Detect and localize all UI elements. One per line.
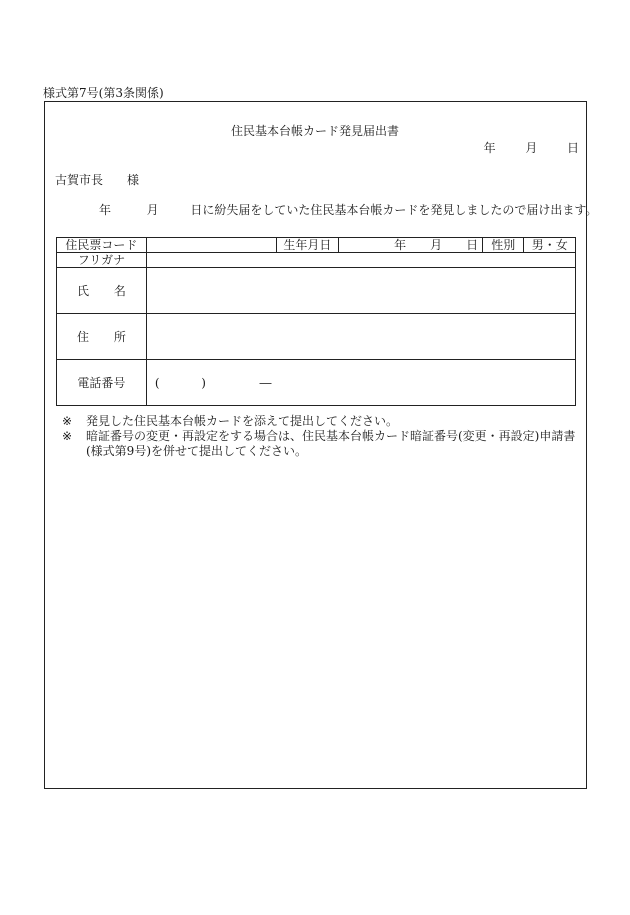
furigana-label: フリガナ: [57, 253, 147, 268]
date-month: 月: [525, 141, 538, 155]
table-row: [57, 314, 576, 360]
submission-date: [484, 139, 579, 156]
phone-dash: ―: [259, 375, 272, 390]
address-label: 住 所: [57, 314, 147, 360]
resident-code-label: 住民票コード: [57, 238, 147, 253]
note-text: 暗証番号の変更・再設定をする場合は、住民基本台帳カード暗証番号(変更・再設定)申請書(様式第9号)を併せて提出してください。: [86, 429, 576, 458]
table-row: [57, 360, 576, 406]
applicant-table: [56, 237, 576, 406]
list-item: [62, 429, 580, 459]
intro-month: 月: [146, 203, 159, 217]
form-number-label: 様式第7号(第3条関係): [43, 86, 164, 100]
birth-date-field[interactable]: 年 月 日: [338, 238, 482, 253]
addressee: 古賀市長 様: [55, 173, 140, 187]
birth-date-label: 生年月日: [277, 238, 339, 253]
intro-year: 年: [99, 203, 112, 217]
phone-close-paren: ): [201, 375, 206, 390]
note-mark: ※: [62, 429, 73, 443]
table-row: [57, 253, 576, 268]
note-mark: ※: [62, 414, 73, 428]
name-field[interactable]: [146, 268, 575, 314]
table-row: [57, 268, 576, 314]
date-day: 日: [566, 141, 579, 155]
sex-label: 性別: [483, 238, 524, 253]
phone-open-paren: (: [154, 375, 160, 390]
list-item: [62, 414, 580, 429]
intro-text: 日に紛失届をしていた住民基本台帳カードを発見しましたので届け出ます。: [190, 203, 598, 217]
date-year: 年: [483, 141, 496, 155]
table-row: [57, 238, 576, 253]
address-field[interactable]: [146, 314, 575, 360]
document-title: 住民基本台帳カード発見届出書: [230, 124, 399, 138]
furigana-field[interactable]: [146, 253, 575, 268]
note-text: 発見した住民基本台帳カードを添えて提出してください。: [86, 414, 399, 428]
phone-field[interactable]: [146, 360, 575, 406]
notes-section: [62, 414, 580, 459]
phone-label: 電話番号: [57, 360, 147, 406]
resident-code-field[interactable]: [146, 238, 276, 253]
name-label: 氏 名: [57, 268, 147, 314]
intro-statement: [99, 201, 597, 218]
sex-field[interactable]: 男・女: [524, 238, 576, 253]
